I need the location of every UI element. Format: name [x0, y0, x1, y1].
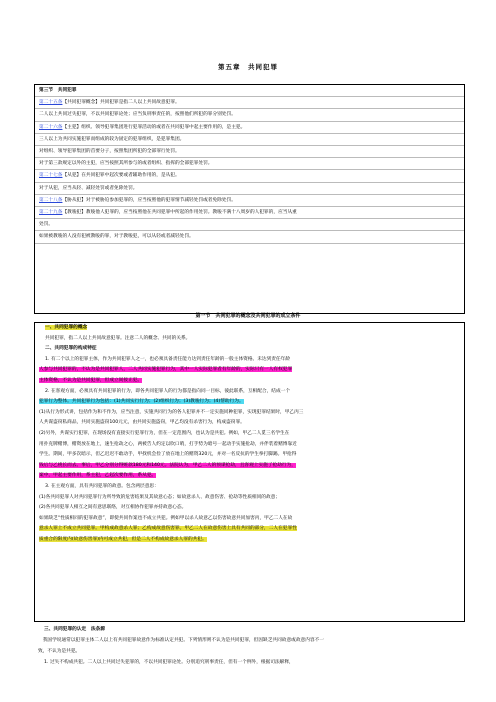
notes-line: 共同犯罪，指二人以上共同故意犯罪。注意二人的概念、共同的关系。	[45, 335, 191, 341]
statute-text: 处罚。	[39, 222, 54, 228]
statute-line	[35, 146, 464, 158]
notes-line	[35, 461, 464, 472]
highlighted-text: 犯罪行为整体。共同犯罪行为包括：(1)共同实行行为；(2)组织行为；(3)教唆行为；(4)帮助行为。	[39, 399, 244, 405]
statute-line	[35, 219, 464, 231]
statute-text: 【教唆犯】教唆他人犯罪的，应当按照他在共同犯罪中所起的作用处罚。教唆不满十八周岁的人犯罪的，应当从重	[62, 210, 297, 216]
statute-text: 【共同犯罪概念】共同犯罪是指二人以上共同故意犯罪。	[62, 100, 180, 106]
section-title: 第一节 共同犯罪的概念及共同犯罪的成立条件	[195, 313, 301, 319]
notes-heading	[35, 323, 464, 334]
chapter-title: 第五章 共同犯罪	[218, 63, 278, 71]
notes-line	[35, 376, 464, 387]
continued-text	[34, 624, 463, 668]
article-link[interactable]: 第二十九条	[39, 210, 63, 216]
notes-line: 2. 在客观方面，必须具有共同犯罪的行为，即各共同犯罪人的行为都是指向同一目标，彼此联系，互相配合，结成一个	[45, 388, 291, 394]
tail-line: 我国学说通常以犯罪主体二人以上有共同犯罪故意作为标准认定共犯。下列情形则不认为是共同犯罪，但因缺乏共同故意或故意内容不一	[38, 638, 324, 643]
statute-box	[34, 84, 465, 314]
notes-line: 1. 有二个以上的犯罪主体，作为共同犯罪人之一，也必须具备责任能力达到责任年龄的一般主体资格。未达到责任年龄	[45, 356, 291, 362]
statute-line	[35, 109, 464, 121]
statute-line	[35, 231, 464, 243]
statute-text: 如果被教唆的人没有犯被教唆的罪，对于教唆犯，可以从轻或者减轻处罚。	[39, 234, 194, 240]
notes-line: 3. 在主观方面，具有共同犯罪的故意。包含两层意思：	[45, 483, 159, 489]
highlighted-text: 意杀人罪上不成立共同犯罪。甲构成故意杀人罪；乙构成故意伤害罪。甲乙二人在故意伤害上具有共同的部分，二人在犯罪性	[39, 526, 297, 532]
notes-lines	[35, 323, 464, 545]
tail-heading: 三、共同犯罪的认定 法条源	[44, 627, 105, 632]
notes-line: (1)各共同犯罪人对共同犯罪行为所导致的危害结果及其故意心态；如故意杀人、故意伤害、抢劫等性质相同的故意；	[39, 494, 281, 500]
statute-line	[35, 207, 464, 219]
notes-line	[35, 471, 464, 482]
statute-text: 三人以上为共同实施犯罪而组成的较为固定的犯罪组织，是犯罪集团。	[39, 136, 185, 142]
notes-line	[35, 535, 464, 546]
statute-line	[35, 170, 464, 182]
tail-line: 1. 过失不构成共犯。二人以上共同过失犯罪的，不以共同犯罪论处。分别追究刑事责任，但有一个例外，根据司法解释，	[44, 660, 294, 665]
statute-line	[35, 158, 464, 170]
article-link[interactable]: 第二十八条	[39, 197, 63, 203]
notes-line: 人共谋盗窃私商品，共同实施盗窃100元元，由共同实施盗窃，甲乙均没有杀害行为，构成盗窃罪。	[39, 420, 245, 426]
notes-line: (2)另外，共谋实行犯罪，在现场没有直接实行犯罪行为，但在一定范围内，也认为是共犯。例如，甲乙二人觅三名学生在	[39, 430, 290, 436]
statute-line	[35, 134, 464, 146]
highlighted-text: 案中，甲起主要作用，系主犯，乙起次要作用，系从犯。	[39, 473, 157, 479]
highlighted-text: 质重合的限度内(故意伤害罪)内可成立共犯，但是二人不构成故意杀人罪的共犯。	[39, 536, 207, 542]
statute-text: 对组织、领导犯罪集团的首要分子，按照集团所犯的全部罪行处罚。	[39, 149, 180, 155]
tail-lines	[34, 624, 463, 668]
article-link[interactable]: 第二十七条	[39, 173, 63, 179]
highlighted-text: 人参与共同犯罪的，不认为是共同犯罪人，二人共同实施犯罪行为，其中一人实际犯罪者有年龄的，实际只有一人有权犯罪	[39, 367, 293, 373]
statute-text: 对于从犯，应当从轻、减轻处罚或者免除处罚。	[39, 185, 138, 191]
notes-heading: 二、共同犯罪的构成特征	[45, 346, 97, 352]
notes-line	[35, 365, 464, 376]
statute-section-heading: 第三节 共同犯罪	[35, 85, 464, 97]
notes-line: 用扑克牌赌博，赌资放在地上，速生抢劫之心，两被告人约定以吹口哨，打手势为暗号一起动手实施抢劫，并伴装着赌博靠近	[39, 441, 297, 447]
notes-line: 如果缺乏“性质相同的犯罪故意”，即使共同作案也不成立共犯。例如甲以杀人故意乙以伤害故意共同加害丙，甲乙二人在故	[39, 515, 293, 521]
statute-line	[35, 122, 464, 134]
notes-line	[35, 524, 464, 535]
notes-line	[35, 397, 464, 408]
notes-line: (2)各共同犯罪人相互之间有意思联络，对互相协作犯罪亦持故意心态。	[39, 505, 187, 511]
highlighted-text: 一、共同犯罪的概念	[45, 325, 88, 330]
highlighted-text: 钱后与乙挑长而去。事后，甲乙分别分得赃款180元和140元。法院认为，甲乙二人的预谋抢劫，且客观上实施了抢劫行为，	[39, 462, 296, 468]
statute-text: 二人以上共同过失犯罪，不以共同犯罪论处；应当负刑事责任的，按照他们所犯的罪分别处罚。	[39, 112, 236, 118]
statute-line	[35, 195, 464, 207]
notes-line: (1)从行为形式讲，包括作为和不作为，应当注意，实施共同行为的各人犯罪并不一定实施同种犯罪，实现犯罪结果时，甲乙丙三	[39, 409, 304, 415]
notes-box	[34, 322, 465, 622]
highlighted-text: 主体资格，不认为是共同犯罪，但成立间接正犯。	[39, 377, 143, 383]
statute-text: 【主犯】组织、领导犯罪集团进行犯罪活动的或者在共同犯罪中起主要作用的，是主犯。	[62, 124, 246, 130]
article-link[interactable]: 第二十六条	[39, 124, 63, 130]
article-link[interactable]: 第二十五条	[39, 100, 63, 106]
statute-text: 对于第三款规定以外的主犯，应当按照其所参与的或者组织、指挥的全部犯罪处罚。	[39, 161, 213, 167]
notes-line: 学生。期间，甲多次暗示，但乙迟迟不敢动手，甲找机会捡了放在地上的赌资320元，并对一名反抗的学生拳打脚踢。甲抢得	[39, 452, 297, 458]
statute-line	[35, 97, 464, 109]
statute-line	[35, 183, 464, 195]
statute-text: 【从犯】在共同犯罪中起次要或者辅助作用的，是从犯。	[62, 173, 180, 179]
tail-line: 致，不认为是共犯。	[38, 649, 81, 654]
statute-text: 【胁从犯】对于被胁迫参加犯罪的，应当按照他的犯罪情节减轻处罚或者免除处罚。	[62, 197, 236, 203]
statute-lines	[35, 97, 464, 243]
